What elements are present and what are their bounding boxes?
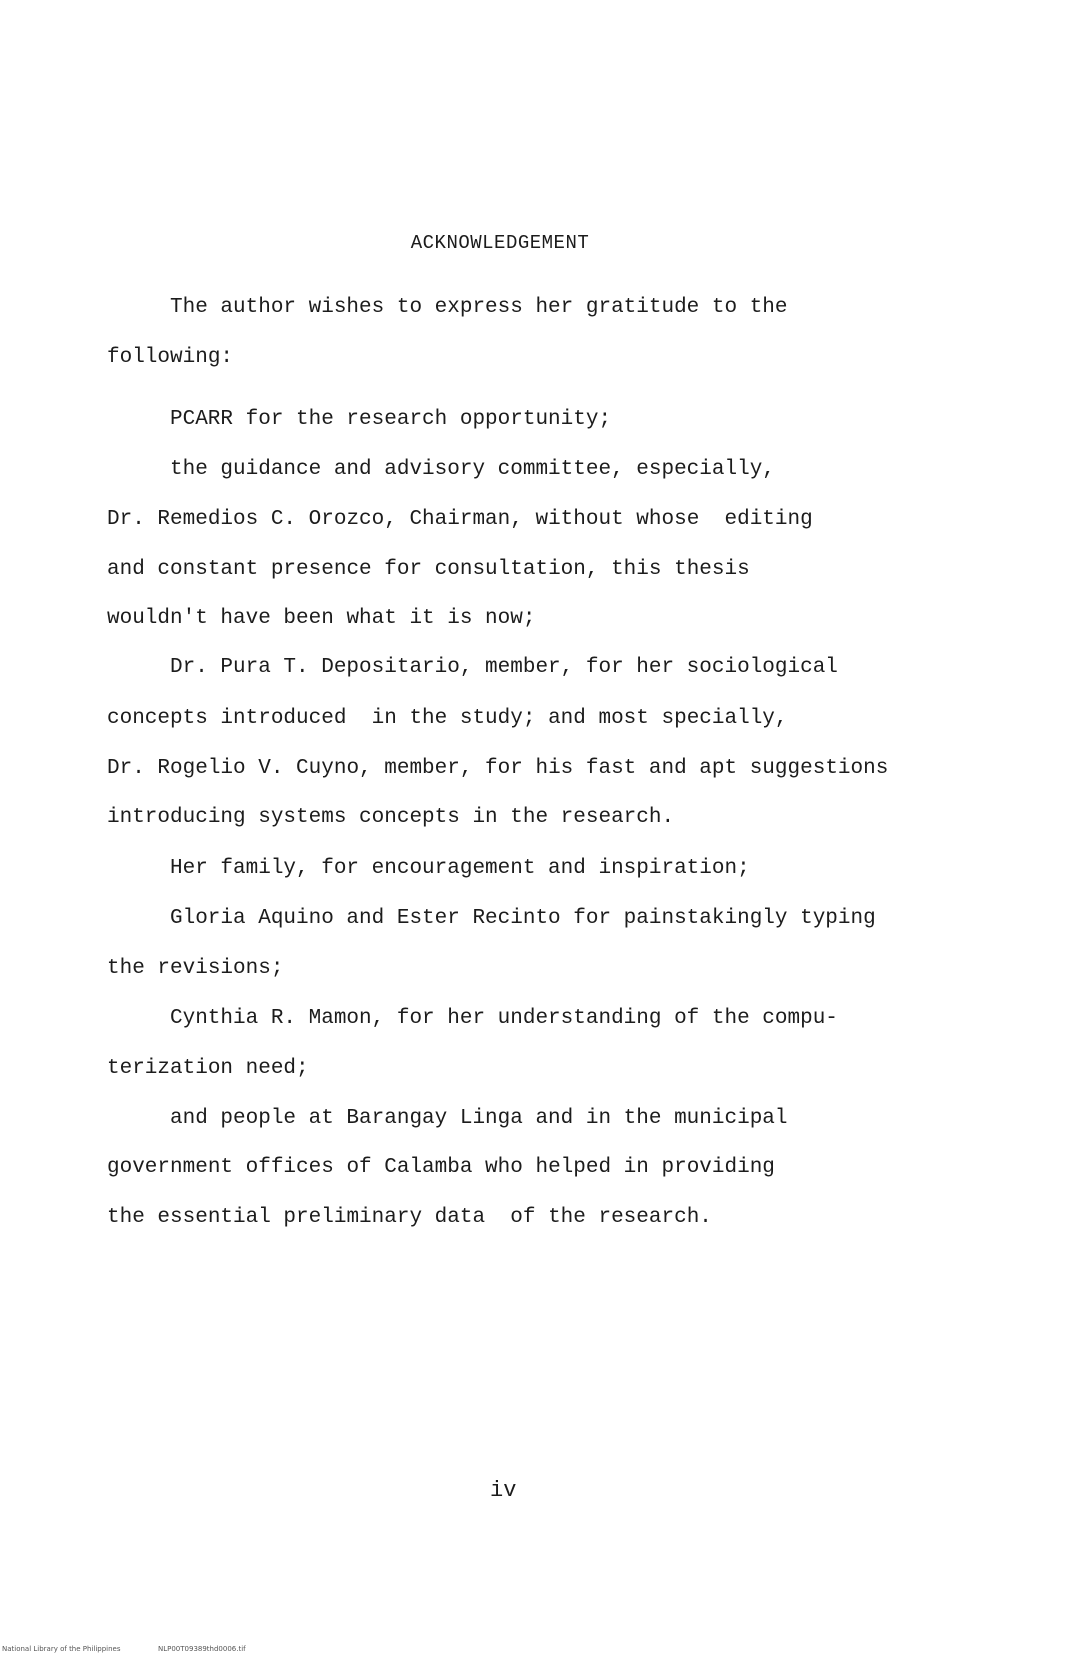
page-title: ACKNOWLEDGEMENT — [410, 232, 590, 254]
paragraph-line: introducing systems concepts in the research. — [107, 806, 675, 829]
paragraph-line: terization need; — [107, 1057, 309, 1080]
paragraph-line: the revisions; — [107, 957, 284, 980]
footer-file-id: NLP00T09389thd0006.tif — [158, 1645, 246, 1653]
paragraph-line: PCARR for the research opportunity; — [170, 408, 612, 431]
paragraph-line: The author wishes to express her gratitude to the — [170, 296, 788, 319]
paragraph-line: wouldn't have been what it is now; — [107, 607, 536, 630]
paragraph-line: Gloria Aquino and Ester Recinto for painstakingly typing — [170, 907, 876, 930]
paragraph-line: concepts introduced in the study; and most specially, — [107, 707, 788, 730]
paragraph-line: and people at Barangay Linga and in the municipal — [170, 1107, 788, 1130]
paragraph-line: Cynthia R. Mamon, for her understanding of the compu- — [170, 1007, 838, 1030]
paragraph-line: Dr. Remedios C. Orozco, Chairman, without whose editing — [107, 508, 813, 531]
page-number: iv — [490, 1478, 517, 1503]
paragraph-line: following: — [107, 346, 234, 369]
paragraph-line: government offices of Calamba who helped in providing — [107, 1156, 775, 1179]
paragraph-line: Her family, for encouragement and inspiration; — [170, 857, 750, 880]
paragraph-line: the guidance and advisory committee, especially, — [170, 458, 775, 481]
paragraph-line: Dr. Rogelio V. Cuyno, member, for his fast and apt suggestions — [107, 757, 889, 780]
paragraph-line: Dr. Pura T. Depositario, member, for her sociological — [170, 656, 838, 679]
paragraph-line: the essential preliminary data of the research. — [107, 1206, 712, 1229]
paragraph-line: and constant presence for consultation, this thesis — [107, 558, 750, 581]
footer-library-name: National Library of the Philippines — [2, 1645, 121, 1653]
